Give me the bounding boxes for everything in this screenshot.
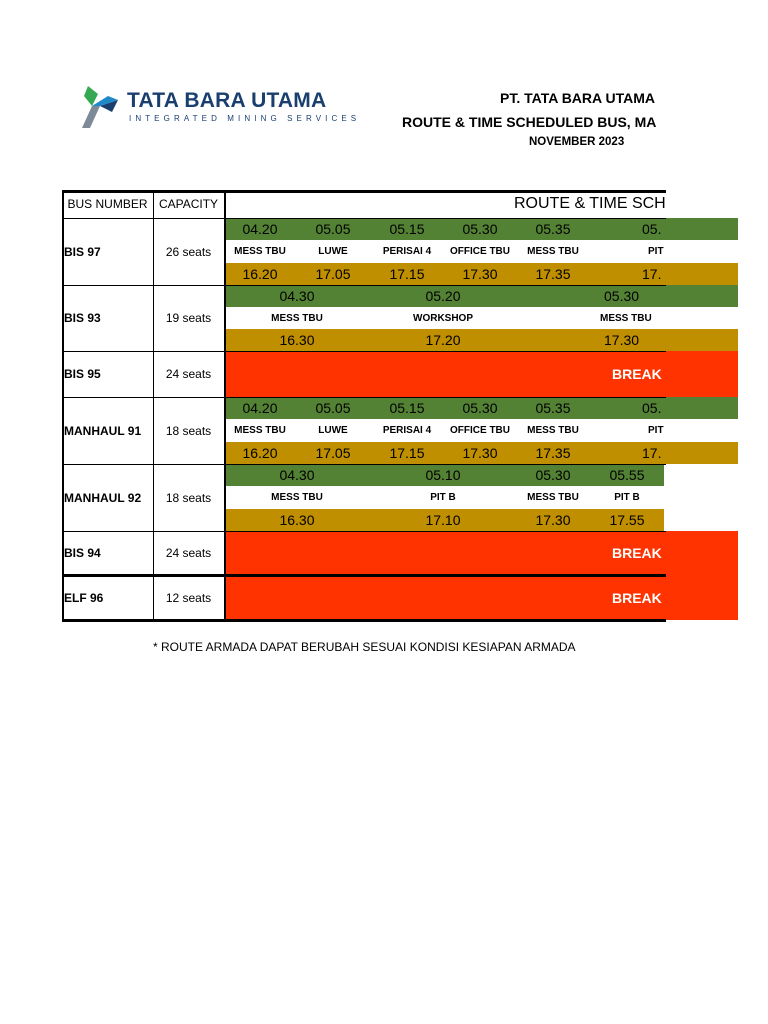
return-time: 17.35 [516, 442, 590, 464]
return-time: 17. [590, 263, 738, 285]
route-stop: PERISAI 4 [370, 419, 444, 442]
route-stop: MESS TBU [224, 240, 296, 263]
route-stop: MESS TBU [516, 419, 590, 442]
bus-capacity: 24 seats [165, 367, 212, 381]
logo-mark-icon [78, 82, 124, 130]
bus-capacity: 18 seats [165, 490, 212, 505]
bus-capacity: 12 seats [165, 590, 212, 605]
footnote: * ROUTE ARMADA DAPAT BERUBAH SESUAI KONDISI KESIAPAN ARMADA [153, 640, 576, 654]
break-indicator: BREAK [224, 531, 738, 575]
company-name: PT. TATA BARA UTAMA [500, 90, 656, 106]
column-divider [153, 190, 154, 622]
return-time: 17.05 [296, 263, 370, 285]
departure-time: 05.30 [444, 218, 516, 240]
route-stop: LUWE [296, 419, 370, 442]
bus-number: MANHAUL 92 [64, 490, 142, 505]
departure-time: 05.35 [516, 218, 590, 240]
departure-time: 05. [590, 218, 738, 240]
bus-capacity: 24 seats [165, 546, 212, 560]
bus-capacity: 19 seats [165, 311, 212, 325]
departure-time: 04.30 [224, 464, 370, 486]
return-time: 16.20 [224, 442, 296, 464]
route-stop: PIT [590, 240, 738, 263]
bus-capacity: 26 seats [165, 244, 212, 259]
document-title: ROUTE & TIME SCHEDULED BUS, MA [402, 114, 657, 130]
schedule-month: NOVEMBER 2023 [529, 136, 625, 148]
bus-number: MANHAUL 91 [64, 423, 142, 438]
departure-time: 05. [590, 397, 738, 419]
return-time: 17.55 [590, 509, 664, 531]
logo-name: TATA BARA UTAMA [127, 89, 327, 112]
departure-time: 05.05 [296, 397, 370, 419]
bus-number: BIS 94 [64, 546, 101, 560]
return-time: 17.15 [370, 263, 444, 285]
route-stop: OFFICE TBU [444, 240, 516, 263]
departure-time: 05.15 [370, 397, 444, 419]
bus-number: BIS 97 [64, 244, 101, 259]
return-time: 16.30 [224, 509, 370, 531]
bus-number: ELF 96 [64, 590, 104, 605]
return-time: 17.30 [444, 263, 516, 285]
route-stop: PIT B [370, 486, 516, 509]
company-logo [78, 82, 361, 132]
return-time: 16.30 [224, 329, 370, 351]
return-time: 17.30 [516, 329, 738, 351]
route-stop: PIT [590, 419, 738, 442]
return-time: 17.15 [370, 442, 444, 464]
route-stop: MESS TBU [516, 240, 590, 263]
departure-time: 05.05 [296, 218, 370, 240]
departure-time: 05.15 [370, 218, 444, 240]
route-stop: LUWE [296, 240, 370, 263]
route-stop: MESS TBU [224, 486, 370, 509]
departure-time: 05.30 [444, 397, 516, 419]
route-stop: OFFICE TBU [444, 419, 516, 442]
route-stop: PERISAI 4 [370, 240, 444, 263]
header-schedule: ROUTE & TIME SCH [514, 195, 666, 212]
route-stop: MESS TBU [224, 419, 296, 442]
return-time: 17.20 [370, 329, 516, 351]
route-stop: MESS TBU [516, 307, 738, 329]
header-capacity: CAPACITY [158, 197, 219, 211]
break-indicator: BREAK [224, 575, 738, 620]
departure-time: 05.30 [516, 464, 590, 486]
bus-number: BIS 93 [64, 311, 101, 325]
departure-time: 04.20 [224, 218, 296, 240]
departure-time: 05.10 [370, 464, 516, 486]
departure-time: 05.55 [590, 464, 664, 486]
break-indicator: BREAK [224, 351, 738, 397]
departure-time: 05.20 [370, 285, 516, 307]
bus-capacity: 18 seats [165, 423, 212, 438]
logo-tagline: INTEGRATED MINING SERVICES [129, 114, 361, 123]
table-border [62, 190, 64, 622]
column-divider [224, 190, 226, 622]
route-stop: MESS TBU [516, 486, 590, 509]
bus-number: BIS 95 [64, 367, 101, 381]
return-time: 17.30 [516, 509, 590, 531]
route-stop: PIT B [590, 486, 664, 509]
return-time: 17. [590, 442, 738, 464]
header-bus-number: BUS NUMBER [67, 197, 148, 211]
departure-time: 04.30 [224, 285, 370, 307]
route-stop: MESS TBU [224, 307, 370, 329]
return-time: 17.10 [370, 509, 516, 531]
schedule-table [62, 190, 738, 622]
return-time: 17.35 [516, 263, 590, 285]
return-time: 16.20 [224, 263, 296, 285]
departure-time: 05.35 [516, 397, 590, 419]
departure-time: 05.30 [516, 285, 738, 307]
return-time: 17.30 [444, 442, 516, 464]
return-time: 17.05 [296, 442, 370, 464]
route-stop: WORKSHOP [370, 307, 516, 329]
departure-time: 04.20 [224, 397, 296, 419]
